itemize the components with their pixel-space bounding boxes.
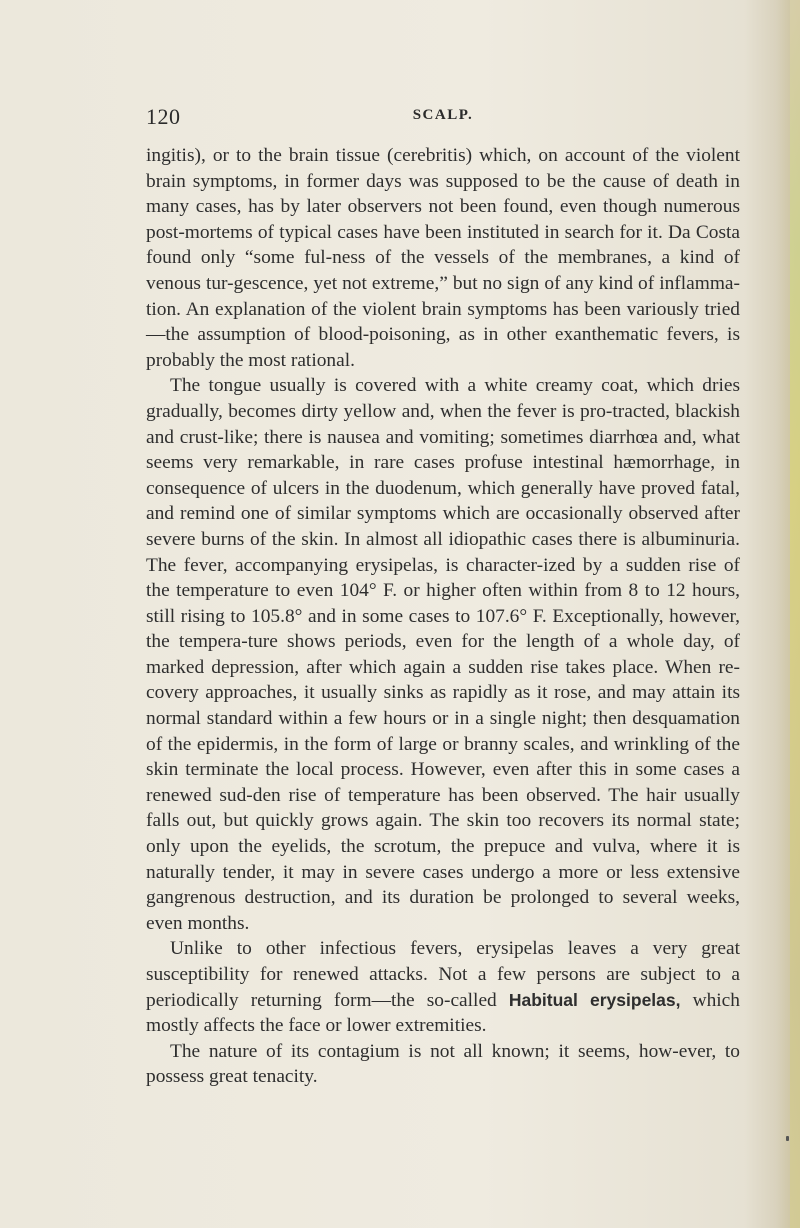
paragraph-contagium: The nature of its contagium is not all known; it seems, how-ever, to possess great tenacity. (146, 1040, 740, 1088)
paragraph-continued: ingitis), or to the brain tissue (cerebritis) which, on account of the violent brain symptoms, in former days was supposed to be the cause of death in many cases, has by later observers not been found, even though numerous post-mortems of typical cases have been instituted in search for it. Da Costa found only “some ful-ness of the vessels of the membranes, a kind of venous tur-gescence, yet not extreme,” but no sign of any kind of inflamma-tion. An explanation of the violent brain symptoms has been variously tried—the assumption of blood-poisoning, as in other exanthematic fevers, is probably the most rational. (146, 145, 740, 371)
page-edge-discoloration (790, 0, 800, 1228)
paragraph-habitual-erysipelas (146, 936, 740, 1038)
running-head: SCALP. (412, 107, 474, 123)
paragraph-text-before: Unlike to other infectious fevers, erysipelas leaves a very great susceptibility for renewed attacks. Not a few persons are subject to a periodically returning form—the so-called (146, 938, 740, 1011)
body-text (146, 143, 740, 1090)
ink-speck (786, 1136, 789, 1141)
paragraph-text-after: which mostly affects the face or lower extremities. (146, 989, 740, 1037)
habitual-erysipelas-term: Habitual erysipelas, (508, 989, 681, 1010)
page-header (146, 104, 740, 130)
paragraph-tongue-and-fever: The tongue usually is covered with a white creamy coat, which dries gradually, becomes dirty yellow and, when the fever is pro-tracted, blackish and crust-like; there is nausea and vomiting; sometimes diarrhœa and, what seems very remarkable, in rare cases profuse intestinal hæmorrhage, in consequence of ulcers in the duodenum, which generally have proved fatal, and remind one of similar symptoms which are occasionally observed after severe burns of the skin. In almost all idiopathic cases there is albuminuria. The fever, accompanying erysipelas, is character-ized by a sudden rise of the temperature to even 104° F. or higher often within from 8 to 12 hours, still rising to 105.8° and in some cases to 107.6° F. Exceptionally, however, the tempera-ture shows periods, even for the length of a whole day, of marked depression, after which again a sudden rise takes place. When re-covery approaches, it usually sinks as rapidly as it rose, and may attain its normal standard within a few hours or in a single night; then desquamation of the epidermis, in the form of large or branny scales, and wrinkling of the skin terminate the local process. However, even after this in some cases a renewed sud-den rise of temperature has been observed. The hair usually falls out, but quickly grows again. The skin too recovers its normal state; only upon the eyelids, the scrotum, the prepuce and vulva, where it is naturally tender, it may in severe cases undergo a more or less extensive gangrenous destruction, and its duration be prolonged to several weeks, even months. (146, 375, 740, 934)
page-number: 120 (146, 104, 181, 129)
